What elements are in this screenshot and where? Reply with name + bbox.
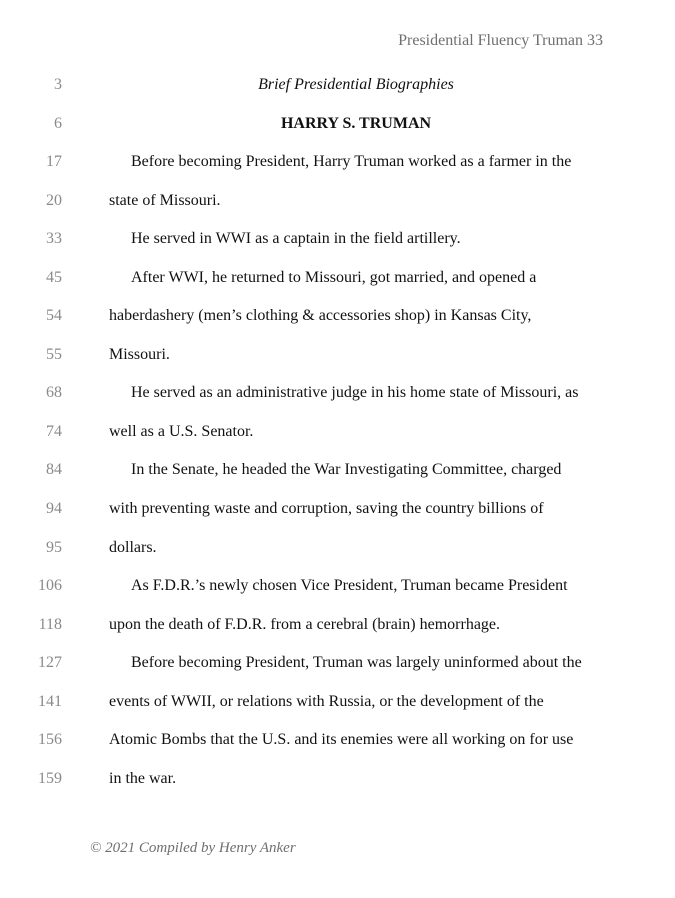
footer-copyright: © 2021 Compiled by Henry Anker: [90, 840, 296, 856]
running-head: Presidential Fluency Truman 33: [398, 32, 603, 49]
paragraph-line: Atomic Bombs that the U.S. and its enemies were all working on for use: [109, 731, 574, 749]
line-number: 54: [46, 307, 62, 325]
line-number: 68: [46, 384, 62, 402]
line-84: [0, 451, 675, 490]
paragraph-line: Missouri.: [109, 345, 170, 363]
line-number: 3: [54, 76, 62, 93]
paragraph-line: He served as an administrative judge in his home state of Missouri, as: [131, 384, 579, 402]
document-body: [0, 66, 675, 798]
line-45: [0, 259, 675, 298]
line-33: [0, 220, 675, 259]
paragraph-line: state of Missouri.: [109, 191, 221, 209]
line-54: [0, 297, 675, 336]
line-number: 74: [46, 422, 62, 440]
paragraph-line: In the Senate, he headed the War Investigating Committee, charged: [131, 461, 562, 479]
paragraph-line: He served in WWI as a captain in the field artillery.: [131, 230, 461, 248]
paragraph-line: Before becoming President, Harry Truman worked as a farmer in the: [131, 153, 572, 171]
line-94: [0, 490, 675, 529]
line-number: 127: [38, 654, 62, 672]
line-20: [0, 182, 675, 221]
line-number: 106: [38, 577, 62, 595]
paragraph-line: dollars.: [109, 538, 157, 556]
line-number: 84: [46, 461, 62, 479]
line-118: [0, 606, 675, 645]
line-156: [0, 721, 675, 760]
line-number: 20: [46, 191, 62, 209]
line-number: 33: [46, 230, 62, 248]
line-68: [0, 374, 675, 413]
line-6: [0, 105, 675, 144]
line-3: [0, 66, 675, 105]
paragraph-line: events of WWII, or relations with Russia, or the development of the: [109, 692, 544, 710]
line-127: [0, 644, 675, 683]
line-55: [0, 336, 675, 375]
paragraph-line: As F.D.R.’s newly chosen Vice President, Truman became President: [131, 577, 568, 595]
section-subtitle: Brief Presidential Biographies: [258, 76, 454, 93]
line-number: 95: [46, 538, 62, 556]
line-number: 17: [46, 153, 62, 171]
page-title: HARRY S. TRUMAN: [280, 114, 432, 132]
line-number: 141: [38, 692, 62, 710]
line-95: [0, 529, 675, 568]
line-74: [0, 413, 675, 452]
line-number: 118: [38, 615, 62, 633]
line-106: [0, 567, 675, 606]
paragraph-line: in the war.: [109, 769, 177, 787]
line-159: [0, 760, 675, 799]
line-number: 159: [38, 769, 62, 787]
line-number: 45: [46, 268, 62, 286]
paragraph-line: haberdashery (men’s clothing & accessories shop) in Kansas City,: [109, 307, 532, 325]
line-number: 156: [38, 731, 62, 749]
line-141: [0, 683, 675, 722]
paragraph-line: upon the death of F.D.R. from a cerebral (brain) hemorrhage.: [109, 615, 501, 633]
paragraph-line: with preventing waste and corruption, saving the country billions of: [109, 500, 544, 518]
line-number: 94: [46, 500, 62, 518]
line-number: 6: [54, 114, 62, 132]
line-number: 55: [46, 345, 62, 363]
paragraph-line: After WWI, he returned to Missouri, got married, and opened a: [131, 268, 537, 286]
line-17: [0, 143, 675, 182]
paragraph-line: Before becoming President, Truman was largely uninformed about the: [131, 654, 582, 672]
paragraph-line: well as a U.S. Senator.: [109, 422, 254, 440]
